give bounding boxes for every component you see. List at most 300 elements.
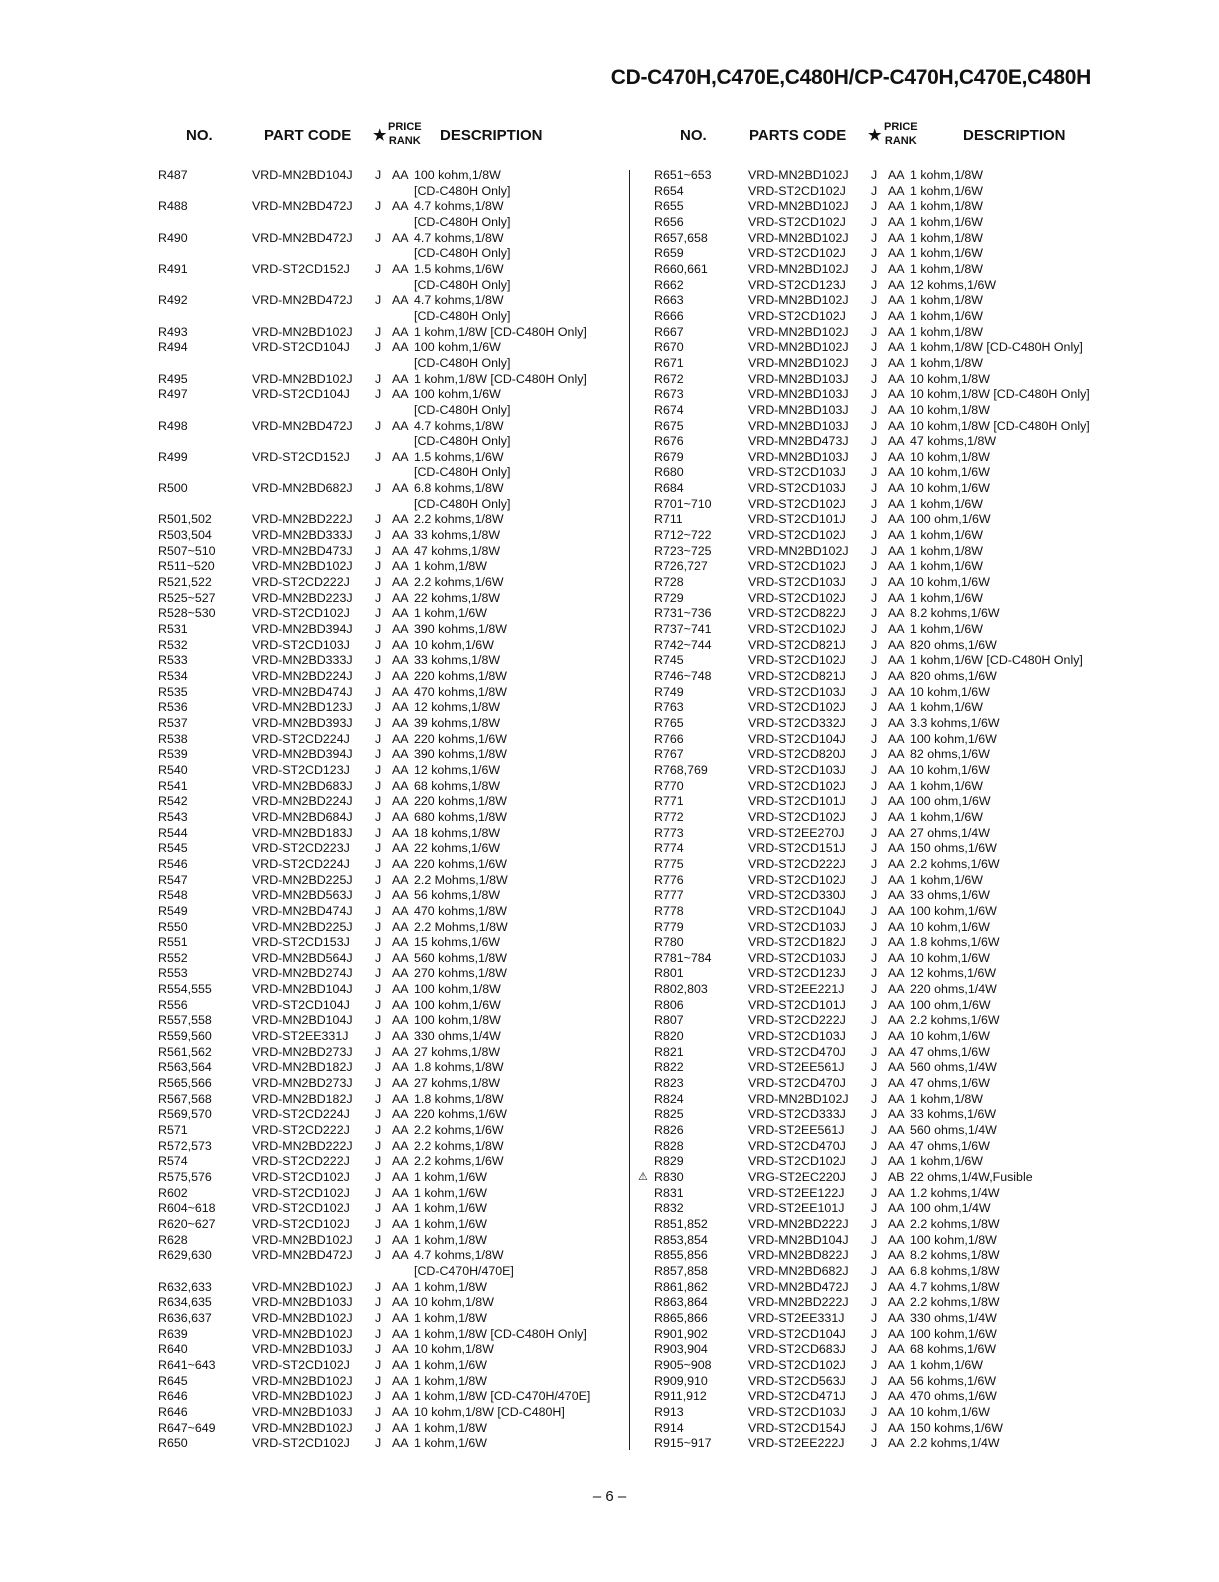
description-line: 1 kohm,1/6W bbox=[414, 1436, 487, 1451]
description bbox=[910, 465, 990, 481]
description bbox=[910, 669, 997, 685]
table-row bbox=[158, 1311, 623, 1327]
table-row bbox=[158, 732, 623, 748]
mark-j: J bbox=[871, 888, 878, 903]
description-line: 56 kohms,1/8W bbox=[414, 888, 501, 903]
mark-j: J bbox=[375, 1123, 382, 1138]
description-line: 150 kohms,1/6W bbox=[910, 1420, 1003, 1435]
table-row bbox=[158, 575, 623, 591]
description-line: 330 ohms,1/4W bbox=[910, 1310, 997, 1325]
description-line: 1.5 kohms,1/6W bbox=[414, 261, 504, 276]
price-rank: AA bbox=[888, 355, 905, 370]
table-row bbox=[638, 935, 1128, 951]
description bbox=[414, 810, 507, 826]
mark-cell bbox=[638, 309, 654, 325]
part-number: R602 bbox=[158, 1185, 188, 1200]
description bbox=[910, 732, 997, 748]
mark-cell bbox=[638, 356, 654, 372]
price-rank: AA bbox=[888, 684, 905, 699]
mark-j: J bbox=[871, 214, 878, 229]
part-number: R553 bbox=[158, 966, 188, 981]
description bbox=[414, 481, 510, 512]
table-row bbox=[158, 1280, 623, 1296]
price-rank: AA bbox=[392, 1326, 409, 1341]
description-line: 220 ohms,1/4W bbox=[910, 982, 997, 997]
description-line: 1 kohm,1/8W bbox=[414, 1373, 487, 1388]
part-number: R528~530 bbox=[158, 606, 216, 621]
description bbox=[414, 1280, 487, 1296]
description-line: 1 kohm,1/6W bbox=[910, 778, 983, 793]
part-code: VRD-ST2CD102J bbox=[252, 1436, 350, 1451]
table-row bbox=[158, 951, 623, 967]
part-code: VRD-ST2CD102J bbox=[252, 606, 350, 621]
table-row bbox=[158, 1421, 623, 1437]
price-rank: AA bbox=[392, 481, 409, 496]
description-line: 1 kohm,1/6W bbox=[414, 606, 487, 621]
description-line: 1.2 kohms,1/4W bbox=[910, 1185, 1000, 1200]
mark-j: J bbox=[375, 809, 382, 824]
part-code: VRD-MN2BD472J bbox=[252, 1248, 353, 1263]
part-number: R778 bbox=[654, 903, 684, 918]
part-number: R831 bbox=[654, 1185, 684, 1200]
description bbox=[910, 1029, 990, 1045]
description bbox=[910, 199, 983, 215]
description bbox=[414, 826, 500, 842]
table-row bbox=[158, 606, 623, 622]
price-rank: AA bbox=[392, 528, 409, 543]
mark-j: J bbox=[871, 1154, 878, 1169]
price-rank: AA bbox=[392, 261, 409, 276]
part-number: R574 bbox=[158, 1154, 188, 1169]
mark-j: J bbox=[375, 982, 382, 997]
price-rank: AA bbox=[392, 1060, 409, 1075]
description-line: 10 kohm,1/8W bbox=[414, 1295, 494, 1310]
part-code: VRD-MN2BD225J bbox=[252, 872, 353, 887]
description-line: 1 kohm,1/6W bbox=[910, 700, 983, 715]
mark-j: J bbox=[375, 1044, 382, 1059]
part-code: VRD-ST2CD152J bbox=[252, 449, 350, 464]
description-line: 100 kohm,1/6W bbox=[414, 997, 501, 1012]
table-row bbox=[638, 982, 1128, 998]
part-number: R742~744 bbox=[654, 637, 712, 652]
part-code: VRD-ST2CD102J bbox=[748, 653, 846, 668]
description-line: 1 kohm,1/8W bbox=[414, 1279, 487, 1294]
description-line: 10 kohm,1/8W bbox=[414, 1342, 494, 1357]
table-row bbox=[158, 920, 623, 936]
header-no: NO. bbox=[680, 127, 707, 144]
description-line: 6.8 kohms,1/8W bbox=[414, 481, 504, 496]
table-row bbox=[158, 168, 623, 199]
description-line: 18 kohms,1/8W bbox=[414, 825, 501, 840]
price-rank: AA bbox=[888, 1107, 905, 1122]
part-number: R531 bbox=[158, 622, 188, 637]
part-code: VRD-MN2BD222J bbox=[748, 1216, 849, 1231]
mark-j: J bbox=[375, 966, 382, 981]
star-icon: ★ bbox=[373, 127, 387, 144]
description bbox=[910, 278, 996, 294]
mark-j: J bbox=[375, 324, 382, 339]
description bbox=[910, 544, 983, 560]
part-number: R490 bbox=[158, 230, 188, 245]
description-line: 100 kohm,1/6W bbox=[414, 340, 501, 355]
part-number: R863,864 bbox=[654, 1295, 708, 1310]
mark-j: J bbox=[375, 1342, 382, 1357]
mark-cell bbox=[638, 1060, 654, 1076]
part-number: R737~741 bbox=[654, 622, 712, 637]
description bbox=[414, 732, 507, 748]
mark-j: J bbox=[375, 1216, 382, 1231]
part-number: R857,858 bbox=[654, 1263, 708, 1278]
description bbox=[910, 1421, 1003, 1437]
table-row bbox=[638, 1123, 1128, 1139]
part-code: VRD-ST2CD471J bbox=[748, 1389, 846, 1404]
part-code: VRD-MN2BD223J bbox=[252, 590, 353, 605]
mark-cell bbox=[638, 1029, 654, 1045]
description bbox=[414, 340, 510, 371]
description-line: 100 kohm,1/6W bbox=[910, 1326, 997, 1341]
mark-j: J bbox=[375, 1154, 382, 1169]
mark-cell bbox=[638, 966, 654, 982]
part-number: R667 bbox=[654, 324, 684, 339]
description-line: 100 kohm,1/8W bbox=[414, 168, 501, 182]
price-rank: AA bbox=[392, 1279, 409, 1294]
mark-cell bbox=[638, 873, 654, 889]
part-code: VRD-MN2BD182J bbox=[252, 1060, 353, 1075]
description bbox=[414, 231, 510, 262]
mark-cell bbox=[638, 998, 654, 1014]
part-code: VRD-ST2CD123J bbox=[252, 762, 350, 777]
mark-j: J bbox=[871, 872, 878, 887]
table-row bbox=[638, 998, 1128, 1014]
part-code: VRD-MN2BD102J bbox=[748, 340, 849, 355]
part-code: VRD-ST2EE331J bbox=[252, 1029, 349, 1044]
mark-j: J bbox=[375, 888, 382, 903]
part-code: VRD-MN2BD102J bbox=[252, 1232, 353, 1247]
mark-cell bbox=[638, 653, 654, 669]
description-line: 100 ohm,1/6W bbox=[910, 512, 991, 527]
price-rank: AA bbox=[888, 387, 905, 402]
description bbox=[910, 998, 991, 1014]
mark-j: J bbox=[871, 825, 878, 840]
mark-j: J bbox=[375, 1279, 382, 1294]
description-line: 1 kohm,1/8W bbox=[910, 293, 983, 308]
description bbox=[910, 873, 983, 889]
description-line: 33 ohms,1/6W bbox=[910, 888, 990, 903]
description bbox=[910, 606, 1000, 622]
description-line: 1 kohm,1/8W bbox=[910, 230, 983, 245]
price-rank: AA bbox=[392, 1154, 409, 1169]
description-line: 1 kohm,1/6W bbox=[414, 1216, 487, 1231]
description-line: 10 kohm,1/6W bbox=[910, 684, 990, 699]
part-code: VRG-ST2EC220J bbox=[748, 1170, 846, 1184]
price-rank: AA bbox=[392, 512, 409, 527]
description bbox=[910, 982, 997, 998]
table-row bbox=[158, 1217, 623, 1233]
description-line: 1 kohm,1/6W bbox=[910, 872, 983, 887]
part-number: R544 bbox=[158, 825, 188, 840]
price-rank: AA bbox=[888, 809, 905, 824]
star-icon: ★ bbox=[868, 127, 882, 144]
price-rank: AA bbox=[888, 214, 905, 229]
part-number: R663 bbox=[654, 293, 684, 308]
price-rank: AA bbox=[392, 1373, 409, 1388]
description bbox=[414, 1342, 494, 1358]
part-number: R650 bbox=[158, 1436, 188, 1451]
price-rank: AA bbox=[392, 935, 409, 950]
part-code: VRD-MN2BD102J bbox=[252, 371, 353, 386]
description-line: 27 kohms,1/8W bbox=[414, 1044, 501, 1059]
part-number: R547 bbox=[158, 872, 188, 887]
mark-cell bbox=[638, 168, 654, 184]
mark-cell bbox=[638, 1421, 654, 1437]
part-code: VRD-ST2CD102J bbox=[748, 590, 846, 605]
mark-j: J bbox=[375, 293, 382, 308]
table-row bbox=[158, 982, 623, 998]
price-rank: AA bbox=[392, 1248, 409, 1263]
price-rank: AA bbox=[392, 387, 409, 402]
description-line: 10 kohm,1/8W bbox=[910, 371, 990, 386]
mark-cell bbox=[638, 1311, 654, 1327]
part-number: R497 bbox=[158, 387, 188, 402]
description bbox=[414, 1248, 514, 1279]
description-line: 1 kohm,1/8W bbox=[910, 1091, 983, 1106]
price-rank: AA bbox=[392, 371, 409, 386]
price-rank: AA bbox=[888, 1123, 905, 1138]
description bbox=[414, 873, 508, 889]
description bbox=[910, 951, 990, 967]
description-line: 220 kohms,1/8W bbox=[414, 794, 507, 809]
mark-j: J bbox=[375, 449, 382, 464]
mark-j: J bbox=[375, 230, 382, 245]
description bbox=[414, 716, 500, 732]
part-number: R634,635 bbox=[158, 1295, 212, 1310]
table-row bbox=[158, 231, 623, 262]
mark-j: J bbox=[871, 1248, 878, 1263]
description-line: 390 kohms,1/8W bbox=[414, 622, 507, 637]
price-rank: AA bbox=[888, 246, 905, 261]
part-number: R861,862 bbox=[654, 1279, 708, 1294]
mark-j: J bbox=[871, 168, 878, 182]
mark-j: J bbox=[375, 512, 382, 527]
description-line: 47 ohms,1/6W bbox=[910, 1044, 990, 1059]
description bbox=[910, 1264, 1000, 1280]
description-line: 47 ohms,1/6W bbox=[910, 1076, 990, 1091]
table-row bbox=[158, 1045, 623, 1061]
part-code: VRD-ST2CD101J bbox=[748, 794, 846, 809]
table-row bbox=[638, 1201, 1128, 1217]
table-row bbox=[158, 685, 623, 701]
mark-j: J bbox=[871, 794, 878, 809]
part-code: VRD-ST2CD102J bbox=[252, 1357, 350, 1372]
mark-j: J bbox=[871, 747, 878, 762]
description bbox=[414, 450, 510, 481]
price-rank: AA bbox=[888, 1263, 905, 1278]
table-row bbox=[158, 638, 623, 654]
description bbox=[910, 888, 990, 904]
table-row bbox=[638, 920, 1128, 936]
part-number: R503,504 bbox=[158, 528, 212, 543]
description-line: 12 kohms,1/8W bbox=[414, 700, 501, 715]
mark-cell bbox=[638, 920, 654, 936]
mark-j: J bbox=[375, 1170, 382, 1184]
mark-cell bbox=[638, 1186, 654, 1202]
part-number: R771 bbox=[654, 794, 684, 809]
part-number: R659 bbox=[654, 246, 684, 261]
description bbox=[910, 528, 983, 544]
table-row bbox=[638, 732, 1128, 748]
description-line: 4.7 kohms,1/8W bbox=[414, 199, 504, 214]
part-number: R779 bbox=[654, 919, 684, 934]
part-code: VRD-ST2EE122J bbox=[748, 1185, 845, 1200]
mark-j: J bbox=[375, 653, 382, 668]
mark-j: J bbox=[375, 997, 382, 1012]
description-line: 1 kohm,1/8W [CD-C480H Only] bbox=[414, 371, 587, 386]
description-line: 820 ohms,1/6W bbox=[910, 637, 997, 652]
mark-j: J bbox=[871, 1216, 878, 1231]
description-line: 470 kohms,1/8W bbox=[414, 903, 507, 918]
part-code: VRD-MN2BD103J bbox=[252, 1295, 353, 1310]
part-code: VRD-MN2BD472J bbox=[252, 230, 353, 245]
description-line: 1 kohm,1/6W bbox=[414, 1185, 487, 1200]
mark-j: J bbox=[871, 731, 878, 746]
description bbox=[910, 372, 990, 388]
description bbox=[910, 387, 1090, 403]
part-code: VRD-ST2CD102J bbox=[748, 183, 846, 198]
table-row bbox=[158, 481, 623, 512]
table-row bbox=[638, 481, 1128, 497]
description bbox=[414, 1170, 487, 1186]
part-number: R802,803 bbox=[654, 982, 708, 997]
table-row bbox=[158, 779, 623, 795]
part-number: R673 bbox=[654, 387, 684, 402]
table-row bbox=[638, 1311, 1128, 1327]
description bbox=[414, 559, 487, 575]
description-line: 330 ohms,1/4W bbox=[414, 1029, 501, 1044]
parts-table-left bbox=[158, 118, 623, 1452]
part-code: VRD-MN2BD224J bbox=[252, 794, 353, 809]
part-code: VRD-MN2BD394J bbox=[252, 622, 353, 637]
price-rank: AA bbox=[392, 1170, 409, 1184]
mark-j: J bbox=[375, 1295, 382, 1310]
mark-cell bbox=[638, 716, 654, 732]
description bbox=[414, 1123, 504, 1139]
table-row bbox=[638, 1327, 1128, 1343]
mark-j: J bbox=[375, 794, 382, 809]
mark-j: J bbox=[871, 496, 878, 511]
header-price-label: PRICE bbox=[388, 121, 422, 133]
header-price-label: PRICE bbox=[884, 121, 918, 133]
part-code: VRD-ST2CD470J bbox=[748, 1076, 846, 1091]
header-description: DESCRIPTION bbox=[963, 127, 1066, 144]
part-code: VRD-MN2BD222J bbox=[252, 1138, 353, 1153]
mark-j: J bbox=[375, 168, 382, 182]
mark-j: J bbox=[375, 1232, 382, 1247]
price-rank: AA bbox=[392, 575, 409, 590]
header-rank-label: RANK bbox=[388, 135, 421, 147]
part-code: VRD-MN2BD102J bbox=[748, 543, 849, 558]
table-row bbox=[638, 966, 1128, 982]
description-line: 470 ohms,1/6W bbox=[910, 1389, 997, 1404]
mark-j: J bbox=[871, 528, 878, 543]
price-rank: AA bbox=[392, 1342, 409, 1357]
table-row bbox=[638, 340, 1128, 356]
part-code: VRD-ST2CD470J bbox=[748, 1138, 846, 1153]
part-number: R701~710 bbox=[654, 496, 712, 511]
header-parts-code: PARTS CODE bbox=[749, 127, 847, 144]
description-note: [CD-C480H Only] bbox=[414, 465, 511, 480]
mark-cell bbox=[638, 1076, 654, 1092]
price-rank: AA bbox=[392, 1295, 409, 1310]
description bbox=[910, 716, 1000, 732]
description bbox=[910, 794, 991, 810]
part-code: VRD-ST2CD104J bbox=[748, 731, 846, 746]
description-note: [CD-C480H Only] bbox=[414, 214, 511, 229]
description-line: 12 kohms,1/6W bbox=[910, 277, 997, 292]
table-row bbox=[638, 873, 1128, 889]
table-row bbox=[638, 1076, 1128, 1092]
part-code: VRD-ST2EE331J bbox=[748, 1310, 845, 1325]
part-number: R905~908 bbox=[654, 1357, 712, 1372]
mark-j: J bbox=[871, 841, 878, 856]
mark-cell bbox=[638, 544, 654, 560]
part-number: R541 bbox=[158, 778, 188, 793]
part-code: VRD-ST2CD102J bbox=[252, 1216, 350, 1231]
part-number: R499 bbox=[158, 449, 188, 464]
mark-cell bbox=[638, 528, 654, 544]
mark-cell bbox=[638, 246, 654, 262]
mark-j: J bbox=[375, 715, 382, 730]
description-line: 56 kohms,1/6W bbox=[910, 1373, 997, 1388]
price-rank: AA bbox=[392, 559, 409, 574]
mark-cell bbox=[638, 184, 654, 200]
mark-cell bbox=[638, 1280, 654, 1296]
table-row bbox=[638, 512, 1128, 528]
table-row bbox=[158, 1060, 623, 1076]
part-code: VRD-ST2CD103J bbox=[252, 637, 350, 652]
part-number: R729 bbox=[654, 590, 684, 605]
part-code: VRD-MN2BD103J bbox=[252, 1404, 353, 1419]
mark-j: J bbox=[871, 590, 878, 605]
price-rank: AA bbox=[888, 1248, 905, 1263]
part-number: R773 bbox=[654, 825, 684, 840]
part-number: R563,564 bbox=[158, 1060, 212, 1075]
part-number: R655 bbox=[654, 199, 684, 214]
table-row bbox=[638, 450, 1128, 466]
description bbox=[414, 920, 508, 936]
part-number: R770 bbox=[654, 778, 684, 793]
part-code: VRD-ST2CD222J bbox=[748, 856, 846, 871]
table-row bbox=[638, 951, 1128, 967]
description bbox=[910, 1060, 997, 1076]
description-line: 4.7 kohms,1/8W bbox=[414, 293, 504, 308]
description-line: 1.8 kohms,1/6W bbox=[910, 935, 1000, 950]
description bbox=[414, 1374, 487, 1390]
description bbox=[910, 575, 990, 591]
mark-j: J bbox=[375, 950, 382, 965]
description bbox=[910, 685, 990, 701]
mark-j: J bbox=[375, 872, 382, 887]
price-rank: AA bbox=[392, 1107, 409, 1122]
price-rank: AA bbox=[888, 1216, 905, 1231]
mark-j: J bbox=[871, 982, 878, 997]
description-line: 2.2 Mohms,1/8W bbox=[414, 919, 508, 934]
price-rank: AA bbox=[888, 950, 905, 965]
description bbox=[910, 638, 997, 654]
description bbox=[414, 857, 507, 873]
price-rank: AA bbox=[392, 856, 409, 871]
description-line: 100 kohm,1/6W bbox=[414, 387, 501, 402]
table-row bbox=[638, 293, 1128, 309]
